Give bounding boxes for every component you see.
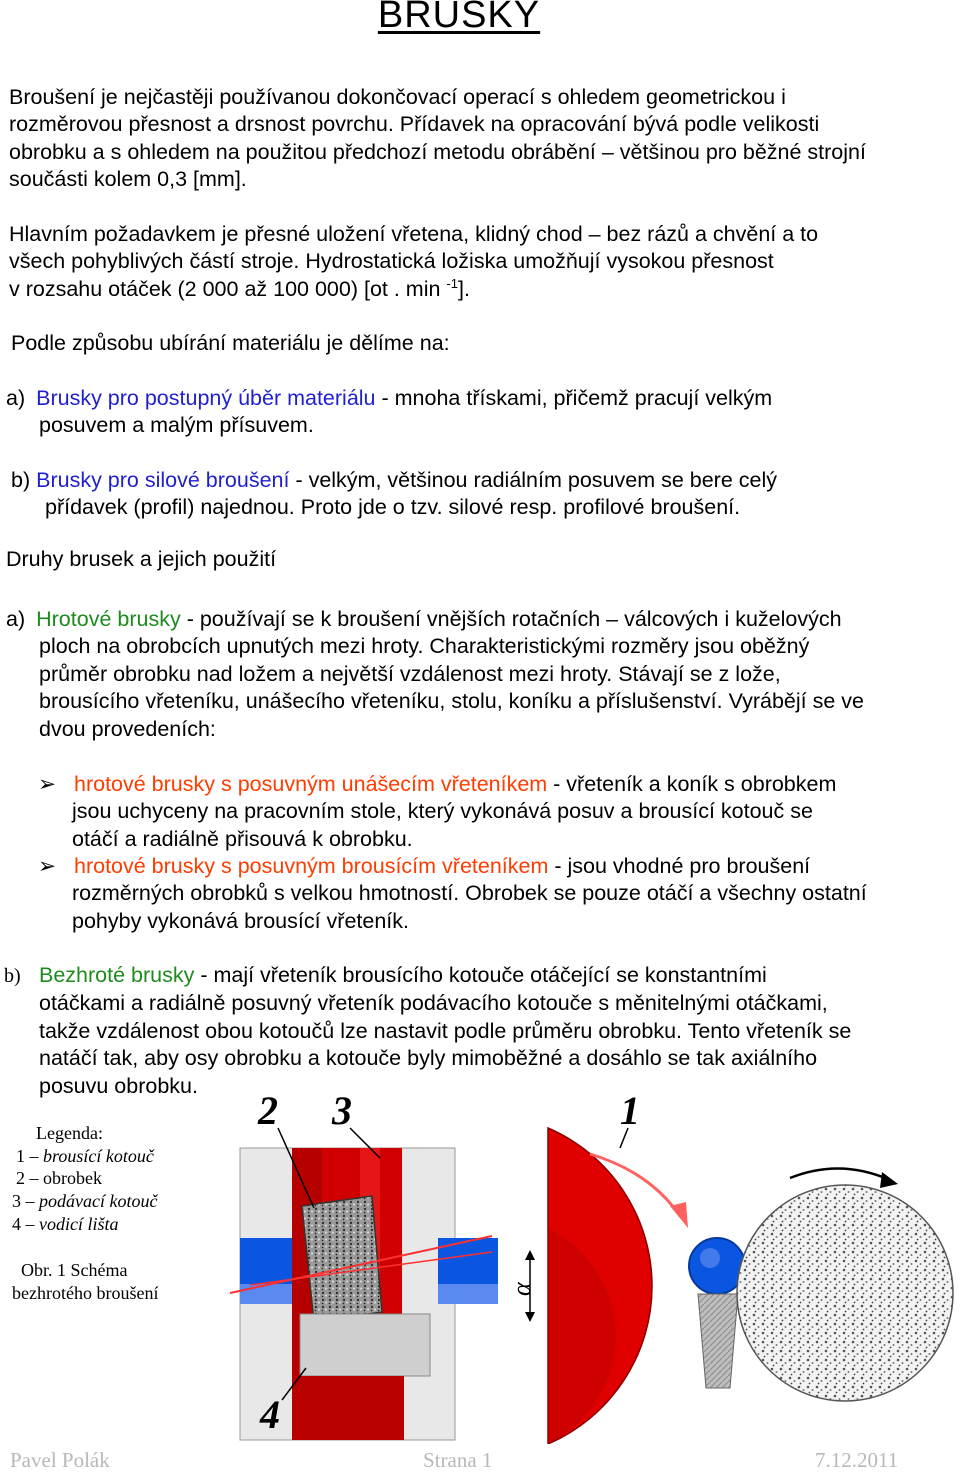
legend-num: 1 (16, 1145, 25, 1166)
alpha-label: α (507, 1282, 536, 1296)
list-marker: b) (11, 468, 31, 492)
legend-text: brousící kotouč (43, 1145, 154, 1166)
bullet-rest: - vřeteník a koník s obrobkem (547, 772, 837, 796)
legend-num: 3 (12, 1191, 21, 1212)
centerless-line: takže vzdálenost obou kotoučů lze nastavit podle průměru obrobku. Tento vřeteník se (39, 1018, 852, 1043)
type-b-item (11, 467, 777, 522)
intro-line: Broušení je nejčastěji používanou dokončovací operací s ohledem geometrickou i (9, 85, 786, 109)
workpiece-circle-highlight (700, 1248, 720, 1268)
requirement-line (9, 276, 818, 303)
workpiece (302, 1196, 382, 1322)
center-line: průměr obrobku nad ložem a největší vzdálenost mezi hroty. Stávají se z lože, (39, 661, 781, 686)
type-b-term: Brusky pro silové broušení (36, 468, 290, 492)
centerless-item (4, 962, 851, 1100)
caption-line: Obr. 1 Schéma (21, 1260, 128, 1280)
division-intro: Podle způsobu ubírání materiálu je dělíme na: (11, 331, 450, 355)
page-title: BRUSKY (377, 0, 541, 36)
bullet-line: rozměrných obrobků s velkou hmotností. Obrobek se pouze otáčí a všechny ostatní (72, 881, 867, 906)
type-a-item (6, 385, 772, 440)
label-2: 2 (258, 1088, 278, 1133)
caption-line: bezhrotého broušení (12, 1282, 159, 1303)
center-line: ploch na obrobcích upnutých mezi hroty. Charakteristickými rozměry jsou oběžný (39, 634, 810, 659)
centerless-grinding-diagram (230, 1088, 960, 1444)
requirement-text: v rozsahu otáček (2 000 až 100 000) [ot . min (9, 276, 447, 301)
legend-heading: Legenda: (36, 1123, 103, 1143)
kinds-heading: Druhy brusek a jejich použití (6, 547, 277, 571)
type-b-line2: přídavek (profil) najednou. Proto jde o tzv. silové resp. profilové broušení. (45, 495, 741, 520)
label-1: 1 (620, 1088, 640, 1133)
arrow-bullet-icon: ➢ (38, 772, 57, 796)
center-line: brousícího vřeteníku, unášecího vřeteníku, stolu, koníku a příslušenství. Vyrábějí se ve (39, 689, 864, 714)
bullet-line (38, 853, 867, 880)
legend-item (12, 1145, 157, 1168)
legend-dash: – (21, 1213, 39, 1234)
alpha-arrow-up (525, 1250, 535, 1260)
type-a-term: Brusky pro postupný úběr materiálu (36, 386, 376, 410)
left-support-bar (240, 1238, 292, 1284)
left-support-bar-lower (240, 1284, 292, 1304)
alpha-arrow-down (525, 1312, 535, 1322)
legend-dash: – (25, 1168, 43, 1189)
centerless-rest: - mají vřeteník brousícího kotouče otáčející se konstantními (194, 963, 767, 987)
bullet-line: otáčí a radiálně přisouvá k obrobku. (72, 826, 413, 851)
bullet-line: pohyby vykonává brousící vřeteník. (72, 908, 410, 933)
centerless-line: otáčkami a radiálně posuvný vřeteník podávacího kotouče s měnitelnými otáčkami, (39, 991, 828, 1016)
intro-paragraph (9, 84, 866, 194)
legend-dash: – (25, 1145, 43, 1166)
bullet-line (38, 771, 836, 798)
footer-date: 7.12.2011 (815, 1448, 899, 1472)
arrow-bullet-icon: ➢ (38, 854, 57, 878)
centerless-line: natáčí tak, aby osy obrobku a kotouče byly mimoběžné a dosáhlo se tak axiálního (39, 1046, 818, 1071)
requirement-paragraph (9, 221, 818, 303)
intro-line: obrobku a s ohledem na použitou předchozí metodu obrábění – většinou pro běžné strojní (9, 139, 866, 164)
requirement-text-end: ]. (457, 276, 470, 301)
guide-rail (300, 1314, 430, 1376)
legend-num: 2 (16, 1168, 25, 1189)
intro-line: součásti kolem 0,3 [mm]. (9, 167, 247, 192)
requirement-line: Hlavním požadavkem je přesné uložení vřetena, klidný chod – bez rázů a chvění a to (9, 222, 819, 246)
bullet-item (38, 771, 836, 853)
wheel-rotation-arrowhead (670, 1202, 688, 1228)
workpiece-rest-blade (698, 1294, 738, 1388)
legend-item (12, 1190, 157, 1213)
guide-rail-lower (292, 1376, 404, 1440)
type-a-rest: - mnoha třískami, přičemž pracují velkým (375, 386, 773, 410)
regulating-wheel (737, 1185, 953, 1401)
bullet-item (38, 853, 867, 935)
type-a-line2: posuvem a malým přísuvem. (39, 413, 314, 438)
exponent: -1 (446, 275, 458, 291)
list-marker: b) (4, 965, 21, 987)
centerless-line (4, 962, 851, 990)
bullet-term: hrotové brusky s posuvným brousícím vřeteníkem (74, 854, 549, 878)
intro-line: rozměrovou přesnost a drsnost povrchu. Přídavek na opracování bývá podle velikosti (9, 112, 820, 137)
figure-legend (12, 1122, 157, 1236)
legend-item (12, 1213, 157, 1236)
type-b-rest: - velkým, většinou radiálním posuvem se bere celý (289, 468, 777, 492)
center-grinders-item (6, 606, 864, 743)
legend-text: podávací kotouč (39, 1191, 158, 1212)
figure-caption (12, 1259, 158, 1304)
center-line: dvou provedeních: (39, 716, 216, 741)
legend-text: vodicí lišta (39, 1213, 119, 1234)
requirement-line: všech pohyblivých částí stroje. Hydrostatická ložiska umožňují vysokou přesnost (9, 249, 774, 274)
bullet-line: jsou uchyceny na pracovním stole, který vykonává posuv a brousící kotouč se (72, 799, 813, 824)
type-b-line (11, 467, 777, 494)
bullet-term: hrotové brusky s posuvným unášecím vřeteníkem (74, 772, 548, 796)
center-term: Hrotové brusky (36, 607, 181, 631)
legend-num: 4 (12, 1213, 21, 1234)
right-support-bar-lower (438, 1284, 498, 1304)
list-marker: a) (6, 386, 26, 410)
legend-item (12, 1167, 157, 1190)
centerless-term: Bezhroté brusky (39, 963, 195, 987)
regulating-rotation-arrowhead (880, 1172, 898, 1188)
type-a-line (6, 385, 772, 412)
list-marker: a) (6, 607, 26, 631)
footer-author: Pavel Polák (10, 1448, 110, 1472)
bullet-rest: - jsou vhodné pro broušení (548, 854, 811, 878)
label-3: 3 (332, 1088, 352, 1133)
legend-dash: – (21, 1191, 39, 1212)
footer-page: Strana 1 (423, 1448, 493, 1472)
legend-text: obrobek (43, 1168, 102, 1189)
centerless-line: posuvu obrobku. (39, 1073, 198, 1098)
center-rest: - používají se k broušení vnějších rotačních – válcových i kuželových (180, 607, 842, 631)
center-line (6, 606, 864, 633)
regulating-rotation-arrow (790, 1168, 890, 1180)
label-4: 4 (260, 1392, 280, 1437)
